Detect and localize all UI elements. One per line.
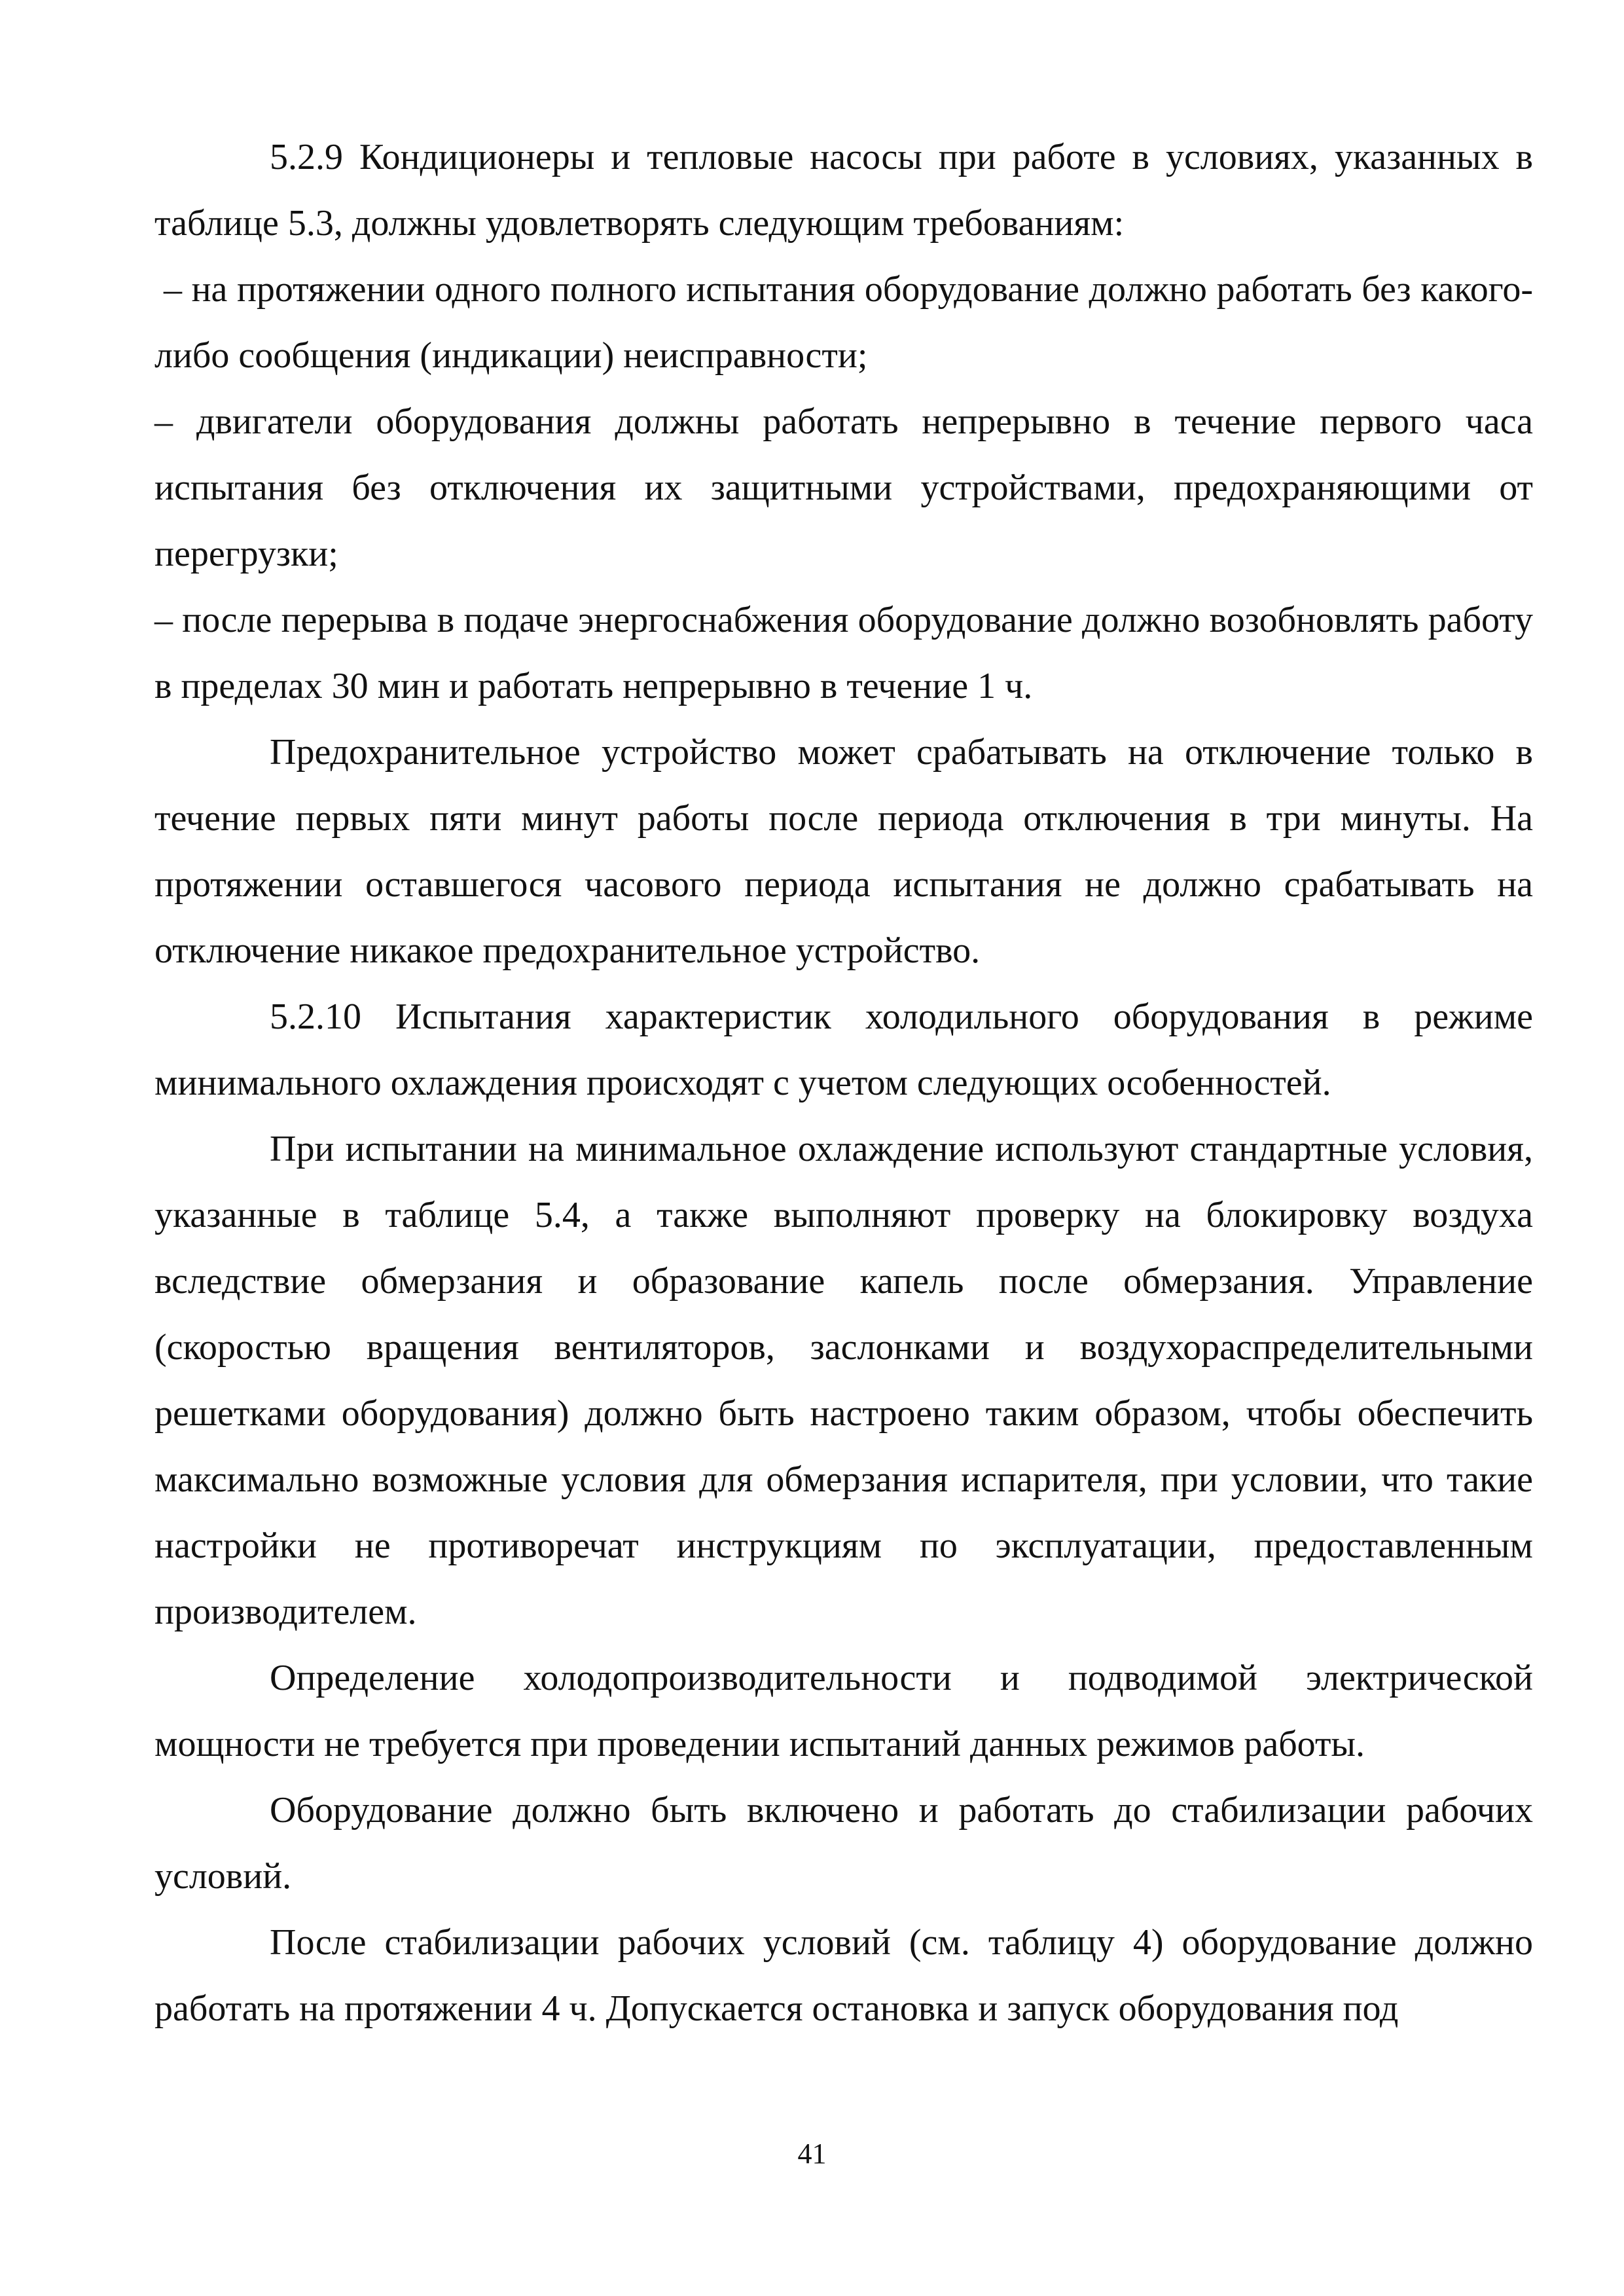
paragraph-after-stabilization: После стабилизации рабочих условий (см. таблицу 4) оборудование должно работать на протяжении 4 ч. Допускается остановка и запуск оборудования под <box>154 1922 1533 2029</box>
page-number: 41 <box>797 2138 827 2170</box>
paragraph-min-cooling-test: При испытании на минимальное охлаждение используют стандартные условия, указанные в таблице 5.4, а также выполняют проверку на блокировку воздуха вследствие обмерзания и образование капель после обмерзания. Управление (скоростью вращения вентиляторов, заслонками и воздухораспределительными решетками оборудования) должно быть настроено таким образом, чтобы обеспечить максимально возможные условия для обмерзания испарителя, при условии, что такие настройки не противоречат инструкциям по эксплуатации, предоставленным производителем. <box>154 1129 1533 1632</box>
paragraph-safety-device: Предохранительное устройство может срабатывать на отключение только в течение первых пяти минут работы после периода отключения в три минуты. На протяжении оставшегося часового периода испытания не должно срабатывать на отключение никакое предохранительное устройство. <box>154 732 1533 971</box>
list-item-no-faults: – на протяжении одного полного испытания оборудование должно работать без какого-либо сообщения (индикации) неисправности; <box>154 269 1533 376</box>
list-item-motors-continuous: – двигатели оборудования должны работать непрерывно в течение первого часа испытания без отключения их защитными устройствами, предохраняющими от перегрузки; <box>154 401 1533 574</box>
list-item-power-restore: – после перерыва в подаче энергоснабжения оборудование должно возобновлять работу в пределах 30 мин и работать непрерывно в течение 1 ч. <box>154 600 1533 706</box>
document-body <box>154 124 1533 2042</box>
paragraph-capacity-not-required: Определение холодопроизводительности и подводимой электрической мощности не требуется при проведении испытаний данных режимов работы. <box>154 1658 1533 1764</box>
paragraph-5-2-10: 5.2.10 Испытания характеристик холодильного оборудования в режиме минимального охлаждения происходят с учетом следующих особенностей. <box>154 996 1533 1103</box>
paragraph-stabilization: Оборудование должно быть включено и работать до стабилизации рабочих условий. <box>154 1790 1533 1897</box>
paragraph-5-2-9: 5.2.9 Кондиционеры и тепловые насосы при работе в условиях, указанных в таблице 5.3, должны удовлетворять следующим требованиям: <box>154 137 1533 244</box>
